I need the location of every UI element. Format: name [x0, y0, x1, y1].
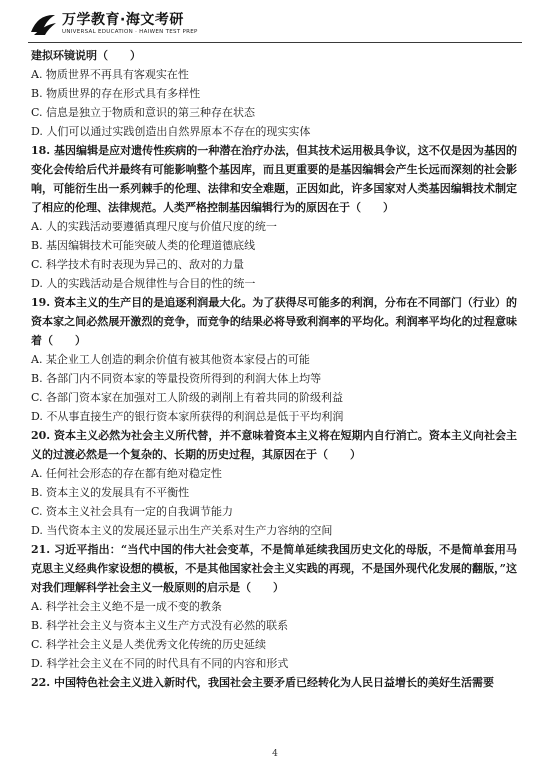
- logo-icon: [28, 10, 58, 38]
- page-number: 4: [272, 749, 278, 759]
- answer-option: A. 物质世界不再具有客观实在性: [31, 68, 189, 81]
- answer-option: B. 科学社会主义与资本主义生产方式没有必然的联系: [31, 619, 289, 632]
- question-stem: 21. 习近平指出：“当代中国的伟大社会变革，不是简单延续我国历史文化的母版，不是简单套用马克思主义经典作家设想的模板，不是其他国家社会主义实践的再现，不是国外现代化发展的翻版，”这对我们理解科学社会主义一般原则的启示是（ ）: [31, 543, 517, 594]
- answer-option: A. 任何社会形态的存在都有绝对稳定性: [31, 467, 222, 480]
- answer-option: D. 人们可以通过实践创造出自然界原本不存在的现实实体: [31, 125, 311, 138]
- answer-option: D. 当代资本主义的发展还显示出生产关系对生产力容纳的空间: [31, 524, 333, 537]
- question-stem: 19. 资本主义的生产目的是追逐利润最大化。为了获得尽可能多的利润，分布在不同部门（行业）的资本家之间必然展开激烈的竞争，而竞争的结果必将导致利润率的平均化。利润率平均化的过程意味着（ ）: [31, 296, 517, 347]
- answer-option: B. 物质世界的存在形式具有多样性: [31, 87, 201, 100]
- answer-option: A. 科学社会主义绝不是一成不变的教条: [31, 600, 222, 613]
- answer-option: B. 各部门内不同资本家的等量投资所得到的利润大体上均等: [31, 372, 322, 385]
- question-list: [31, 46, 517, 692]
- answer-option: C. 科学技术有时表现为异己的、敌对的力量: [31, 258, 245, 271]
- logo-subtitle: UNIVERSAL EDUCATION · HAIWEN TEST PREP: [62, 29, 198, 35]
- brand-logo: [28, 10, 198, 38]
- question-stem: 建拟环镜说明（ ）: [31, 49, 141, 62]
- answer-option: C. 信息是独立于物质和意识的第三种存在状态: [31, 106, 256, 119]
- answer-option: D. 科学社会主义在不同的时代具有不同的内容和形式: [31, 657, 289, 670]
- answer-option: D. 不从事直接生产的银行资本家所获得的利润总是低于平均利润: [31, 410, 344, 423]
- page-header: [28, 8, 522, 43]
- answer-option: B. 资本主义的发展具有不平衡性: [31, 486, 190, 499]
- answer-option: B. 基因编辑技术可能突破人类的伦理道德底线: [31, 239, 256, 252]
- question-stem: 20. 资本主义必然为社会主义所代替，并不意味着资本主义将在短期内自行消亡。资本主义向社会主义的过渡必然是一个复杂的、长期的历史过程，其原因在于（ ）: [31, 429, 517, 461]
- answer-option: A. 某企业工人创造的剩余价值有被其他资本家侵占的可能: [31, 353, 310, 366]
- answer-option: C. 资本主义社会具有一定的自我调节能力: [31, 505, 234, 518]
- answer-option: C. 科学社会主义是人类优秀文化传统的历史延续: [31, 638, 267, 651]
- logo-title: 万学教育·海文考研: [62, 12, 184, 28]
- question-stem: 22. 中国特色社会主义进入新时代，我国社会主要矛盾已经转化为人民日益增长的美好生活需要: [31, 676, 494, 689]
- question-stem: 18. 基因编辑是应对遗传性疾病的一种潜在治疗办法，但其技术运用极具争议，这不仅是因为基因的变化会传给后代并最终有可能影响整个基因库，而且更重要的是基因编辑会产生长远而深刻的社会影响，可能衍生出一系列棘手的伦理、法律和安全难题，正因如此，许多国家对人类基因编辑技术制定了相应的伦理、法律规范。人类严格控制基因编辑行为的原因在于（ ）: [31, 144, 517, 214]
- answer-option: D. 人的实践活动是合规律性与合目的性的统一: [31, 277, 256, 290]
- answer-option: A. 人的实践活动要遵循真理尺度与价值尺度的统一: [31, 220, 277, 233]
- answer-option: C. 各部门资本家在加强对工人阶级的剥削上有着共同的阶级利益: [31, 391, 344, 404]
